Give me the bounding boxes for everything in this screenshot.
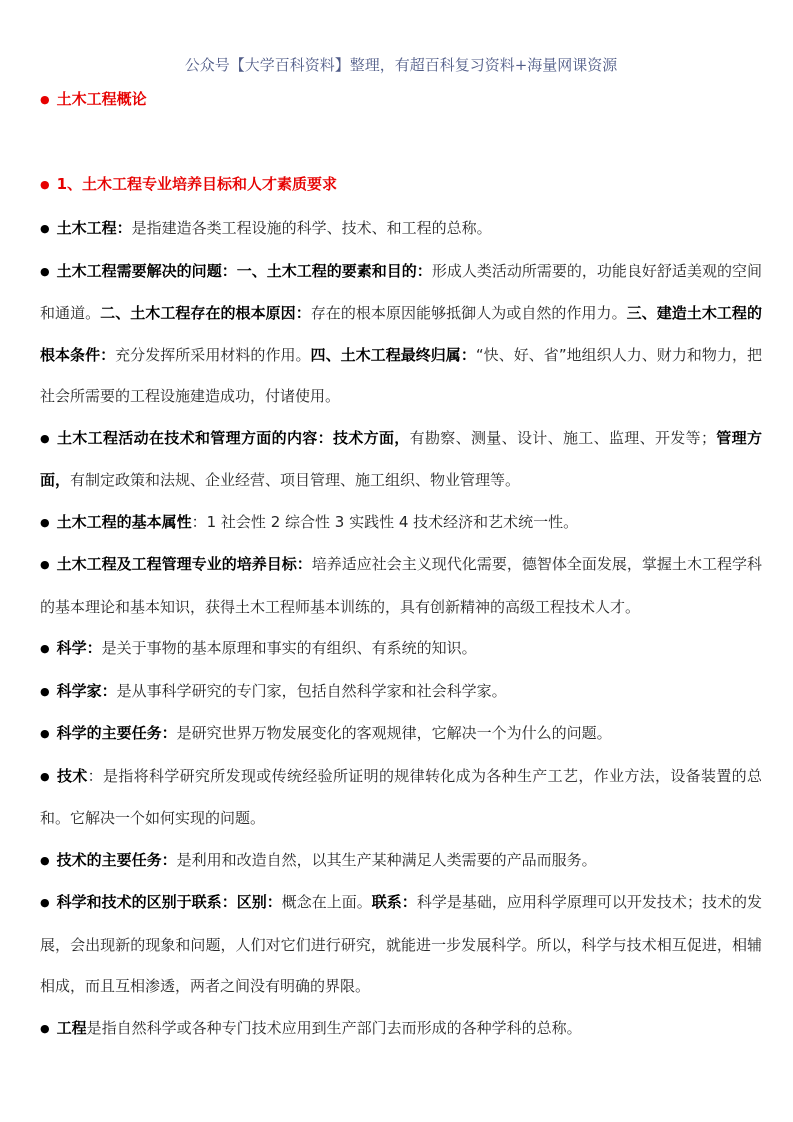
bullet-icon: ●	[40, 727, 50, 740]
body-text: 是指建造各类工程设施的科学、技术、和工程的总称。	[131, 219, 492, 237]
term-text: 土木工程：	[56, 219, 132, 237]
term-text: 科学和技术的区别于联系：区别：	[56, 893, 282, 911]
red-bullet-icon: ●	[40, 178, 50, 191]
bullet-icon: ●	[40, 769, 50, 783]
bullet-icon: ●	[40, 896, 50, 909]
section-title-text: 土木工程概论	[56, 90, 147, 108]
term-text: 科学的主要任务：	[56, 724, 177, 742]
term-text: 土木工程活动在技术和管理方面的内容：技术方面，	[56, 428, 410, 447]
bullet-icon: ●	[40, 853, 50, 867]
body-text: 是指自然科学或各种专门技术应用到生产部门去而形成的各种学科的总称。	[86, 1018, 582, 1037]
bullet-icon: ●	[40, 431, 50, 445]
body-text: 是从事科学研究的专门家，包括自然科学家和社会科学家。	[116, 681, 507, 700]
bullet-icon: ●	[40, 515, 50, 529]
term-text: 土木工程及工程管理专业的培养目标：	[56, 555, 312, 573]
paragraph	[40, 251, 762, 418]
subsection-title	[40, 174, 762, 196]
body-text: 有勘察、测量、设计、施工、监理、开发等；	[409, 428, 716, 447]
body-text: 科学是基础，应用科学原理可以开发技术；技术的发展，会出现新的现象和问题，人们对它们进行研究，就能进一步发展科学。所以，科学与技术相互促进，相辅相成，而且互相渗透，两者之间没有明确的界限。	[40, 893, 762, 995]
term-text: 技术的主要任务：	[56, 850, 177, 869]
paragraph	[40, 544, 762, 628]
body-text: ：1 社会性 2 综合性 3 实践性 4 技术经济和艺术统一性。	[191, 512, 579, 531]
paragraph	[40, 502, 762, 545]
body-text: 是利用和改造自然，以其生产某种满足人类需要的产品而服务。	[176, 850, 597, 869]
body-text: 是关于事物的基本原理和事实的有组织、有系统的知识。	[101, 639, 477, 657]
term-text: 工程	[56, 1018, 87, 1037]
bullet-icon: ●	[40, 222, 50, 235]
paragraph	[40, 882, 762, 1008]
paragraph	[40, 713, 762, 756]
paragraph	[40, 1008, 762, 1051]
body-text: 存在的根本原因能够抵御人为或自然的作用力。	[310, 304, 627, 322]
term-text: 技术	[56, 766, 88, 785]
bullet-icon: ●	[40, 264, 50, 278]
doc-header-watermark: 公众号【大学百科资料】整理，有超百科复习资料+海量网课资源	[184, 56, 618, 74]
bullet-icon: ●	[40, 558, 50, 571]
paragraph	[40, 671, 762, 714]
term-text: 联系：	[371, 893, 417, 911]
bullet-icon: ●	[40, 1021, 50, 1035]
body-text: 有制定政策和法规、企业经营、项目管理、施工组织、物业管理等。	[70, 471, 521, 489]
term-text: 科学：	[56, 639, 102, 657]
body-text: 概念在上面。	[281, 893, 372, 911]
body-text: ：是指将科学研究所发现或传统经验所证明的规律转化成为各种生产工艺，作业方法，设备装置的总和。它解决一个如何实现的问题。	[40, 766, 762, 827]
paragraph	[40, 628, 762, 671]
term-text: 四、土木工程最终归属：	[310, 345, 476, 364]
paragraph	[40, 208, 762, 251]
subsection-title-text: 1、土木工程专业培养目标和人才素质要求	[56, 175, 338, 193]
red-bullet-icon: ●	[40, 93, 50, 106]
term-text: 土木工程需要解决的问题：一、土木工程的要素和目的：	[56, 261, 432, 280]
paragraph	[40, 418, 762, 502]
term-text: 二、土木工程存在的根本原因：	[100, 304, 311, 322]
term-text: 三、建造土木工程的根本条件：	[40, 304, 762, 364]
term-text: 管理方面，	[40, 428, 762, 489]
body-text: 形成人类活动所需要的，功能良好舒适美观的空间和通道。	[40, 261, 762, 322]
paragraph	[40, 756, 762, 840]
bullet-icon: ●	[40, 684, 50, 698]
section-title	[40, 89, 762, 111]
body-text: 培养适应社会主义现代化需要，德智体全面发展，掌握土木工程学科的基本理论和基本知识，获得土木工程师基本训练的，具有创新精神的高级工程技术人才。	[40, 555, 762, 616]
body-text: “快、好、省”地组织人力、财力和物力，把社会所需要的工程设施建造成功，付诸使用。	[40, 345, 762, 405]
paragraph	[40, 840, 762, 883]
body-text: 充分发挥所采用材料的作用。	[115, 345, 311, 364]
paragraph-list	[40, 208, 762, 1050]
term-text: 科学家：	[56, 681, 117, 700]
term-text: 土木工程的基本属性	[56, 512, 192, 531]
bullet-icon: ●	[40, 642, 50, 655]
body-text: 是研究世界万物发展变化的客观规律，它解决一个为什么的问题。	[176, 724, 612, 742]
